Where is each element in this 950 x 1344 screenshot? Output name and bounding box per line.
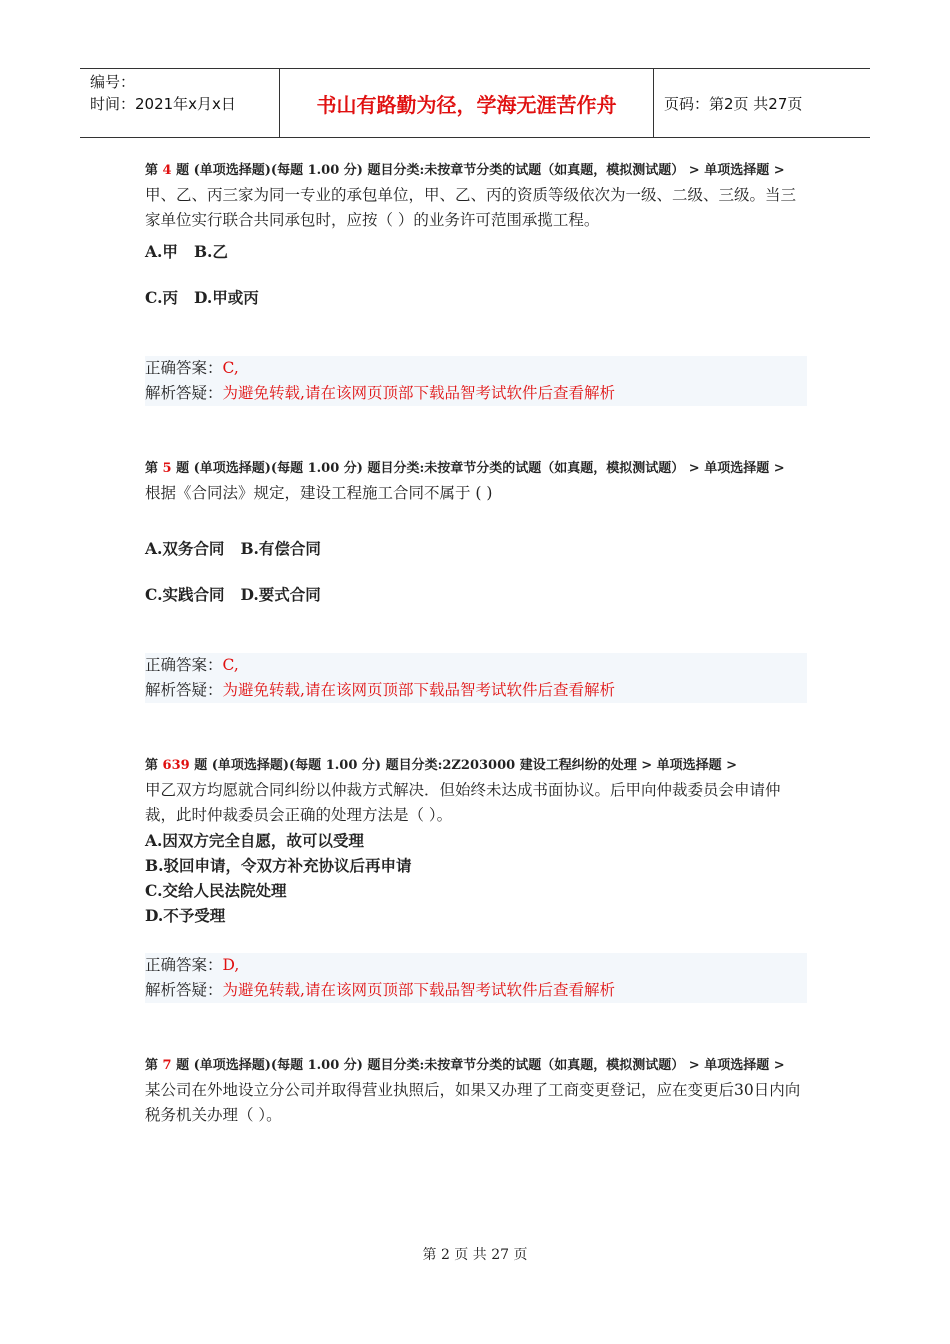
- answer-value: C,: [222, 656, 239, 674]
- question-body: 甲、乙、丙三家为同一专业的承包单位，甲、乙、丙的资质等级依次为一级、二级、三级。当三 家单位实行联合共同承包时，应按（ ）的业务许可范围承揽工程。: [145, 186, 797, 229]
- analysis-text: 为避免转载,请在该网页顶部下载品智考试软件后查看解析: [222, 981, 615, 999]
- option-c: C.丙: [145, 288, 178, 307]
- header-page-info: 页码：第2页 共27页: [664, 94, 803, 113]
- analysis-text: 为避免转载,请在该网页顶部下载品智考试软件后查看解析: [222, 681, 615, 699]
- question-4: [145, 158, 807, 406]
- analysis-label: 解析答疑：: [145, 681, 223, 699]
- option-a: A.因双方完全自愿，故可以受理: [145, 831, 364, 850]
- option-c: C.交给人民法院处理: [145, 881, 287, 900]
- header-meta: [80, 69, 280, 137]
- question-number: 4: [162, 163, 172, 178]
- question-5: [145, 456, 807, 703]
- question-number: 639: [162, 758, 190, 773]
- analysis-label: 解析答疑：: [145, 981, 223, 999]
- question-number: 5: [162, 461, 172, 476]
- option-b: B.有偿合同: [240, 539, 321, 558]
- options-row: [145, 536, 807, 561]
- analysis-label: 解析答疑：: [145, 384, 223, 402]
- options-row: [145, 582, 807, 607]
- header-motto: 书山有路勤为径，学海无涯苦作舟: [280, 69, 654, 137]
- question-body: 某公司在外地设立分公司并取得营业执照后，如果又办理了工商变更登记，应在变更后30日内向税务机关办理（ ）。: [145, 1081, 801, 1124]
- question-header: 第 4 题 (单项选择题)(每题 1.00 分) 题目分类:未按章节分类的试题（如真题，模拟测试题） > 单项选择题 >: [145, 163, 785, 178]
- answer-box: [145, 356, 807, 406]
- questions-list: [145, 158, 807, 1128]
- time-label: 时间：2021年x月x日: [90, 95, 236, 113]
- question-number: 7: [162, 1058, 172, 1073]
- question-body: 根据《合同法》规定，建设工程施工合同不属于 ( ): [145, 484, 493, 502]
- question-header: 第 5 题 (单项选择题)(每题 1.00 分) 题目分类:未按章节分类的试题（如真题，模拟测试题） > 单项选择题 >: [145, 461, 785, 476]
- answer-value: C,: [222, 359, 239, 377]
- question-header: 第 7 题 (单项选择题)(每题 1.00 分) 题目分类:未按章节分类的试题（如真题，模拟测试题） > 单项选择题 >: [145, 1058, 785, 1073]
- question-body: 甲乙双方均愿就合同纠纷以仲裁方式解决．但始终未达成书面协议。后甲向仲裁委员会申请仲裁，此时仲裁委员会正确的处理方法是（ ）。: [145, 781, 781, 824]
- option-d: D.要式合同: [240, 585, 321, 604]
- option-b: B.乙: [193, 242, 228, 261]
- options-row: [145, 239, 807, 264]
- answer-box: [145, 953, 807, 1003]
- answer-label: 正确答案：: [145, 956, 223, 974]
- option-d: D.甲或丙: [193, 288, 259, 307]
- analysis-text: 为避免转载,请在该网页顶部下载品智考试软件后查看解析: [222, 384, 615, 402]
- option-d: D.不予受理: [145, 906, 226, 925]
- question-header: 第 639 题 (单项选择题)(每题 1.00 分) 题目分类:2Z203000 建设工程纠纷的处理 > 单项选择题 >: [145, 758, 738, 773]
- option-a: A.双务合同: [145, 539, 225, 558]
- question-7: [145, 1053, 807, 1128]
- answer-label: 正确答案：: [145, 359, 223, 377]
- answer-label: 正确答案：: [145, 656, 223, 674]
- page-header: [80, 68, 870, 138]
- serial-label: 编号：: [90, 73, 136, 91]
- answer-value: D,: [222, 956, 240, 974]
- options-row: [145, 285, 807, 310]
- option-c: C.实践合同: [145, 585, 225, 604]
- option-b: B.驳回申请，令双方补充协议后再申请: [145, 856, 412, 875]
- question-639: [145, 753, 807, 1003]
- option-a: A.甲: [145, 242, 178, 261]
- page-footer: 第 2 页 共 27 页: [422, 1247, 528, 1263]
- answer-box: [145, 653, 807, 703]
